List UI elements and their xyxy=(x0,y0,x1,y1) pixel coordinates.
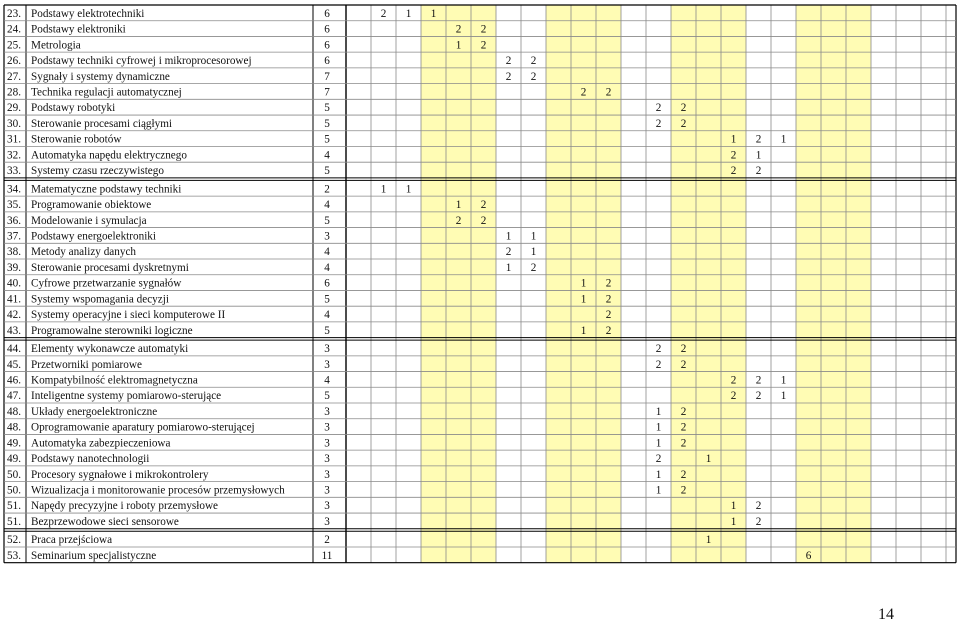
subject-name: Podstawy elektroniki xyxy=(31,23,126,36)
hours-cell: 1 xyxy=(455,199,462,212)
ects-value: 5 xyxy=(324,324,330,337)
hours-cell: 1 xyxy=(580,293,587,306)
row-number: 25. xyxy=(7,39,21,52)
ects-value: 4 xyxy=(324,246,330,259)
table-row xyxy=(7,500,761,512)
row-number: 42. xyxy=(7,309,21,322)
hours-cell: 1 xyxy=(655,405,662,418)
subject-name: Napędy precyzyjne i roboty przemysłowe xyxy=(31,500,219,513)
highlight-column xyxy=(846,5,871,563)
hours-cell: 2 xyxy=(530,261,537,274)
hours-cell: 1 xyxy=(380,183,387,196)
hours-cell: 2 xyxy=(680,421,687,434)
subject-name: Praca przejściowa xyxy=(31,534,113,547)
subject-name: Metody analizy danych xyxy=(31,246,137,259)
row-number: 49. xyxy=(7,437,21,450)
ects-value: 5 xyxy=(324,390,330,403)
row-number: 26. xyxy=(7,55,21,68)
row-number: 46. xyxy=(7,374,21,387)
table-row xyxy=(7,24,486,36)
hours-cell: 2 xyxy=(680,343,687,356)
hours-cell: 1 xyxy=(755,149,762,162)
table-row xyxy=(7,183,411,195)
ects-value: 3 xyxy=(324,343,330,356)
hours-cell: 1 xyxy=(405,183,412,196)
hours-cell: 1 xyxy=(505,261,512,274)
subject-name: Seminarium specjalistyczne xyxy=(31,549,157,562)
subject-name: Systemy czasu rzeczywistego xyxy=(31,165,164,178)
ects-value: 2 xyxy=(324,534,330,547)
row-number: 49. xyxy=(7,453,21,466)
table-row xyxy=(7,8,436,20)
subject-name: Procesory sygnałowe i mikrokontrolery xyxy=(31,468,209,481)
hours-cell: 2 xyxy=(680,102,687,115)
subject-name: Sterowanie robotów xyxy=(31,133,122,146)
hours-cell: 2 xyxy=(680,468,687,481)
hours-cell: 1 xyxy=(780,390,787,403)
ects-value: 3 xyxy=(324,453,330,466)
subject-name: Elementy wykonawcze automatyki xyxy=(31,343,189,356)
ects-value: 4 xyxy=(324,261,330,274)
subject-name: Bezprzewodowe sieci sensorowe xyxy=(31,515,179,528)
subject-name: Podstawy nanotechnologii xyxy=(31,453,150,466)
subject-name: Układy energoelektroniczne xyxy=(31,405,158,418)
row-number: 31. xyxy=(7,133,21,146)
ects-value: 3 xyxy=(324,437,330,450)
subject-name: Sygnały i systemy dynamiczne xyxy=(31,70,170,83)
hours-cell: 1 xyxy=(655,468,662,481)
row-number: 45. xyxy=(7,358,21,371)
row-number: 33. xyxy=(7,165,21,178)
subject-name: Podstawy energoelektroniki xyxy=(31,230,157,243)
ects-value: 5 xyxy=(324,165,330,178)
highlight-column xyxy=(421,5,446,563)
hours-cell: 1 xyxy=(780,133,787,146)
table-row xyxy=(7,165,761,177)
hours-cell: 2 xyxy=(530,55,537,68)
ects-value: 4 xyxy=(324,199,330,212)
hours-cell: 2 xyxy=(480,23,487,36)
hours-cell: 2 xyxy=(655,343,662,356)
row-number: 37. xyxy=(7,230,21,243)
subject-name: Systemy operacyjne i sieci komputerowe II xyxy=(31,309,226,322)
hours-cell: 2 xyxy=(655,453,662,466)
ects-value: 3 xyxy=(324,500,330,513)
hours-cell: 1 xyxy=(730,133,737,146)
subject-name: Oprogramowanie aparatury pomiarowo-sterującej xyxy=(31,421,255,434)
subject-name: Metrologia xyxy=(31,39,81,52)
hours-cell: 2 xyxy=(530,70,537,83)
hours-cell: 2 xyxy=(730,149,737,162)
hours-cell: 2 xyxy=(755,390,762,403)
row-number: 52. xyxy=(7,534,21,547)
hours-cell: 2 xyxy=(755,374,762,387)
table-row xyxy=(7,134,786,146)
hours-cell: 1 xyxy=(655,437,662,450)
ects-value: 6 xyxy=(324,277,330,290)
ects-value: 5 xyxy=(324,102,330,115)
hours-cell: 2 xyxy=(655,117,662,130)
hours-cell: 1 xyxy=(580,324,587,337)
hours-cell: 2 xyxy=(655,358,662,371)
ects-value: 5 xyxy=(324,214,330,227)
subject-name: Sterowanie procesami ciągłymi xyxy=(31,117,173,130)
subject-name: Automatyka zabezpieczeniowa xyxy=(31,437,171,450)
hours-cell: 2 xyxy=(605,277,612,290)
hours-cell: 1 xyxy=(455,39,462,52)
hours-cell: 1 xyxy=(730,515,737,528)
row-number: 41. xyxy=(7,293,21,306)
hours-cell: 2 xyxy=(755,165,762,178)
row-number: 29. xyxy=(7,102,21,115)
row-number: 51. xyxy=(7,515,21,528)
hours-cell: 2 xyxy=(680,117,687,130)
ects-value: 11 xyxy=(321,549,333,562)
highlight-column xyxy=(721,5,746,563)
table-row xyxy=(7,149,761,161)
table-row xyxy=(7,516,761,528)
hours-cell: 2 xyxy=(730,390,737,403)
ects-value: 4 xyxy=(324,374,330,387)
hours-cell: 2 xyxy=(480,199,487,212)
hours-cell: 2 xyxy=(730,374,737,387)
row-number: 32. xyxy=(7,149,21,162)
ects-value: 3 xyxy=(324,230,330,243)
hours-cell: 2 xyxy=(755,500,762,513)
row-number: 44. xyxy=(7,343,21,356)
table-row xyxy=(7,215,486,227)
subject-name: Modelowanie i symulacja xyxy=(31,214,147,227)
hours-cell: 2 xyxy=(755,133,762,146)
hours-cell: 2 xyxy=(655,102,662,115)
hours-cell: 2 xyxy=(380,7,387,20)
hours-cell: 2 xyxy=(605,293,612,306)
row-number: 48. xyxy=(7,405,21,418)
hours-cell: 1 xyxy=(530,246,537,259)
hours-cell: 1 xyxy=(430,7,437,20)
row-number: 27. xyxy=(7,70,21,83)
highlight-column xyxy=(696,5,721,563)
table-row xyxy=(7,374,786,386)
subject-name: Programowalne sterowniki logiczne xyxy=(31,324,193,337)
hours-cell: 2 xyxy=(455,214,462,227)
hours-cell: 2 xyxy=(605,309,612,322)
subject-name: Podstawy elektrotechniki xyxy=(31,7,145,20)
row-number: 35. xyxy=(7,199,21,212)
ects-value: 3 xyxy=(324,358,330,371)
ects-value: 3 xyxy=(324,421,330,434)
highlight-column xyxy=(446,5,471,563)
row-number: 34. xyxy=(7,183,21,196)
subject-name: Kompatybilność elektromagnetyczna xyxy=(31,374,198,387)
ects-value: 3 xyxy=(324,515,330,528)
hours-cell: 1 xyxy=(580,277,587,290)
hours-cell: 2 xyxy=(605,86,612,99)
subject-name: Matematyczne podstawy techniki xyxy=(31,183,182,196)
ects-value: 5 xyxy=(324,133,330,146)
table-row xyxy=(7,390,786,402)
row-number: 36. xyxy=(7,214,21,227)
subject-name: Inteligentne systemy pomiarowo-sterujące xyxy=(31,390,222,403)
hours-cell: 2 xyxy=(680,437,687,450)
subject-name: Automatyka napędu elektrycznego xyxy=(31,149,187,162)
row-number: 30. xyxy=(7,117,21,130)
row-number: 50. xyxy=(7,468,21,481)
subject-name: Przetworniki pomiarowe xyxy=(31,358,142,371)
ects-value: 5 xyxy=(324,293,330,306)
hours-cell: 2 xyxy=(505,70,512,83)
ects-value: 6 xyxy=(324,23,330,36)
hours-cell: 2 xyxy=(455,23,462,36)
table-row xyxy=(7,199,486,211)
hours-cell: 2 xyxy=(755,515,762,528)
table-row xyxy=(7,39,486,51)
ects-value: 5 xyxy=(324,117,330,130)
row-number: 43. xyxy=(7,324,21,337)
highlight-column xyxy=(796,5,821,563)
subject-name: Podstawy robotyki xyxy=(31,102,116,115)
ects-value: 7 xyxy=(324,70,330,83)
hours-cell: 2 xyxy=(680,405,687,418)
hours-cell: 2 xyxy=(505,55,512,68)
subject-name: Podstawy techniki cyfrowej i mikroprocesorowej xyxy=(31,55,252,68)
highlight-column xyxy=(821,5,846,563)
hours-cell: 6 xyxy=(805,549,812,562)
hours-cell: 2 xyxy=(505,246,512,259)
hours-cell: 1 xyxy=(705,453,712,466)
hours-cell: 2 xyxy=(480,39,487,52)
hours-cell: 2 xyxy=(680,484,687,497)
ects-value: 6 xyxy=(324,7,330,20)
hours-cell: 1 xyxy=(780,374,787,387)
ects-value: 2 xyxy=(324,183,330,196)
hours-cell: 1 xyxy=(405,7,412,20)
subject-name: Cyfrowe przetwarzanie sygnałów xyxy=(31,277,182,290)
hours-cell: 2 xyxy=(680,358,687,371)
ects-value: 3 xyxy=(324,468,330,481)
ects-value: 6 xyxy=(324,39,330,52)
subject-name: Sterowanie procesami dyskretnymi xyxy=(31,261,189,274)
subject-name: Wizualizacja i monitorowanie procesów przemysłowych xyxy=(31,484,285,497)
hours-cell: 1 xyxy=(530,230,537,243)
hours-cell: 2 xyxy=(730,165,737,178)
row-number: 40. xyxy=(7,277,21,290)
ects-value: 7 xyxy=(324,86,330,99)
hours-cell: 2 xyxy=(605,324,612,337)
hours-cell: 1 xyxy=(655,484,662,497)
ects-value: 4 xyxy=(324,309,330,322)
highlight-column xyxy=(471,5,496,563)
page-number: 14 xyxy=(878,606,894,623)
subject-name: Technika regulacji automatycznej xyxy=(31,86,182,99)
hours-cell: 1 xyxy=(505,230,512,243)
row-number: 38. xyxy=(7,246,21,259)
row-number: 23. xyxy=(7,7,21,20)
hours-cell: 1 xyxy=(730,500,737,513)
row-number: 28. xyxy=(7,86,21,99)
hours-cell: 1 xyxy=(655,421,662,434)
hours-cell: 1 xyxy=(705,534,712,547)
row-number: 51. xyxy=(7,500,21,513)
subject-name: Programowanie obiektowe xyxy=(31,199,152,212)
ects-value: 3 xyxy=(324,484,330,497)
row-number: 50. xyxy=(7,484,21,497)
hours-cell: 2 xyxy=(480,214,487,227)
ects-value: 3 xyxy=(324,405,330,418)
hours-cell: 2 xyxy=(580,86,587,99)
subject-name: Systemy wspomagania decyzji xyxy=(31,293,169,306)
row-number: 48. xyxy=(7,421,21,434)
row-number: 39. xyxy=(7,261,21,274)
row-number: 24. xyxy=(7,23,21,36)
ects-value: 4 xyxy=(324,149,330,162)
highlight-column xyxy=(546,5,571,563)
row-number: 53. xyxy=(7,549,21,562)
ects-value: 6 xyxy=(324,55,330,68)
row-number: 47. xyxy=(7,390,21,403)
